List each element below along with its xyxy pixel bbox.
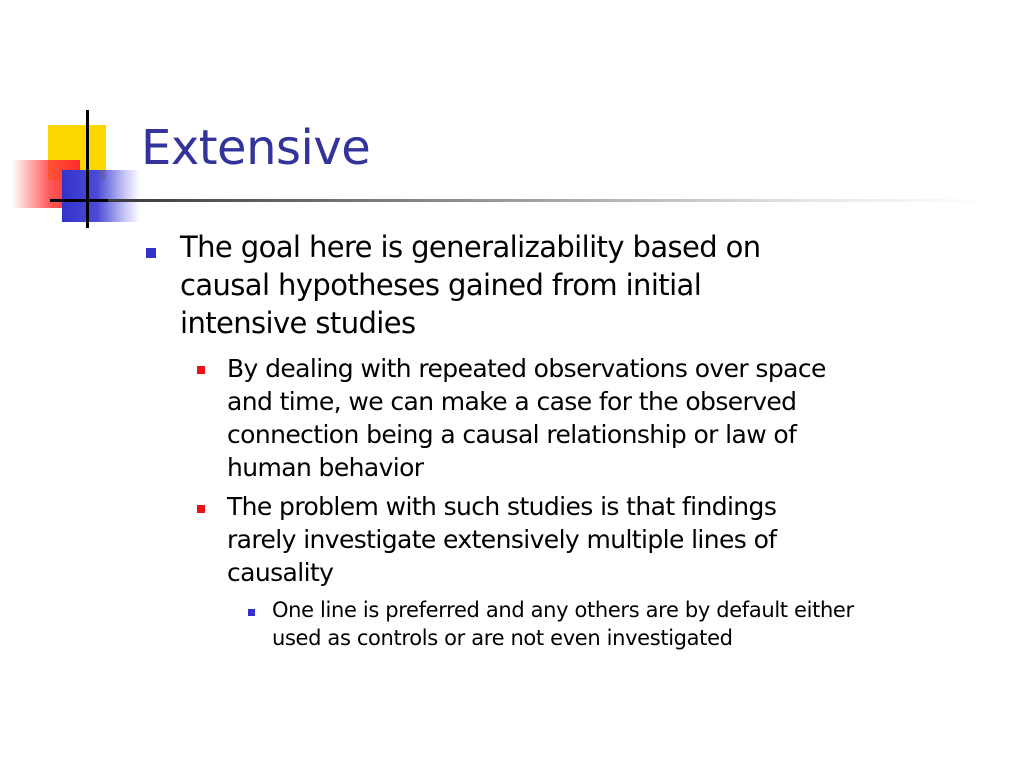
bullet-text: The goal here is generalizability based on causal hypotheses gained from initial intensive studies (180, 230, 761, 340)
bullet-level-2 (227, 490, 997, 589)
sub-bullet-text: By dealing with repeated observations over space and time, we can make a case for the observed connection being a causal relationship or law of human behavior (227, 354, 826, 482)
bullet-square-icon (146, 248, 156, 258)
sub-sub-bullet-text: One line is preferred and any others are by default either used as controls or are not even investigated (272, 598, 854, 650)
slide-title: Extensive (141, 120, 371, 176)
sub-bullet-square-icon (197, 366, 205, 374)
bullet-level-2 (227, 352, 997, 484)
sub-bullet-square-icon (197, 505, 205, 513)
sub-sub-bullet-square-icon (248, 609, 255, 616)
bullet-level-1 (180, 228, 960, 342)
bullet-level-3 (272, 596, 1012, 652)
sub-bullet-text: The problem with such studies is that findings rarely investigate extensively multiple lines of causality (227, 492, 777, 587)
